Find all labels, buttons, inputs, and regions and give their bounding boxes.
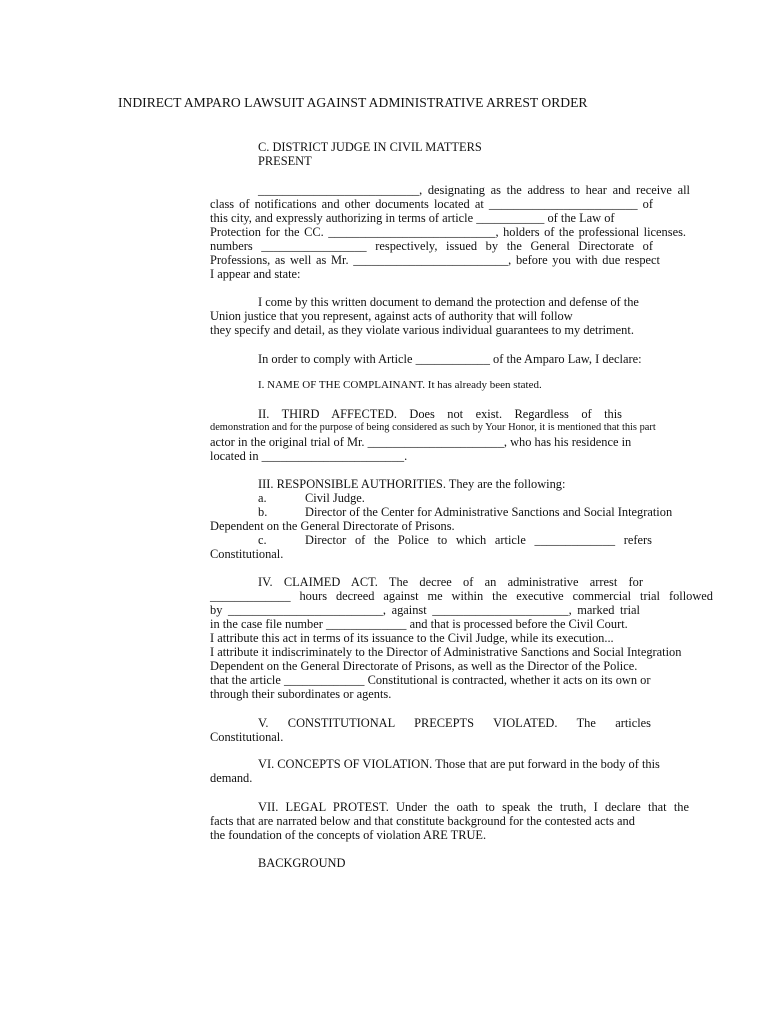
addressee-line: C. DISTRICT JUDGE IN CIVIL MATTERS — [258, 140, 482, 154]
section-3-heading: III. RESPONSIBLE AUTHORITIES. They are the following: — [258, 477, 566, 491]
intro-line: __________________________, designating as the address to hear and receive all — [258, 183, 690, 197]
section-4-line: _____________ hours decreed against me within the executive commercial trial followed — [210, 589, 713, 603]
list-item-text: Civil Judge. — [305, 491, 365, 505]
section-4-line: by _________________________, against ______________________, marked trial — [210, 603, 640, 617]
intro-line: this city, and expressly authorizing in terms of article ___________ of the Law of — [210, 211, 615, 225]
section-4-line: I attribute this act in terms of its issuance to the Civil Judge, while its execution... — [210, 631, 614, 645]
list-item-text: Constitutional. — [210, 547, 284, 561]
section-2-line: located in _______________________. — [210, 449, 408, 463]
section-4-line: Dependent on the General Directorate of Prisons, as well as the Director of the Police. — [210, 659, 638, 673]
list-item-marker: c. — [258, 533, 267, 547]
section-6-line: demand. — [210, 771, 253, 785]
intro-line: Professions, as well as Mr. _________________________, before you with due respect — [210, 253, 660, 267]
intro-line: numbers _________________ respectively, issued by the General Directorate of — [210, 239, 653, 253]
section-4-line: I attribute it indiscriminately to the Director of Administrative Sanctions and Social Integration — [210, 645, 682, 659]
section-1: I. NAME OF THE COMPLAINANT. It has already been stated. — [258, 379, 542, 391]
list-item-marker: a. — [258, 491, 267, 505]
demand-line: they specify and detail, as they violate various individual guarantees to my detriment. — [210, 323, 634, 337]
comply-line: In order to comply with Article ____________ of the Amparo Law, I declare: — [258, 352, 642, 366]
section-5-line: Constitutional. — [210, 730, 284, 744]
section-2-line: actor in the original trial of Mr. ______________________, who has his residence in — [210, 435, 632, 449]
addressee-line: PRESENT — [258, 154, 312, 168]
section-4-line: through their subordinates or agents. — [210, 687, 392, 701]
section-7-line: the foundation of the concepts of violation ARE TRUE. — [210, 828, 487, 842]
intro-line: I appear and state: — [210, 267, 301, 281]
list-item-text: Director of the Center for Administrative Sanctions and Social Integration — [305, 505, 673, 519]
section-2-line: demonstration and for the purpose of being considered as such by Your Honor, it is mentioned that this part — [210, 422, 656, 433]
section-7-line: VII. LEGAL PROTEST. Under the oath to speak the truth, I declare that the — [258, 800, 689, 814]
background-heading: BACKGROUND — [258, 856, 346, 870]
section-4-line: that the article _____________ Constitutional is contracted, whether it acts on its own or — [210, 673, 651, 687]
demand-line: I come by this written document to demand the protection and defense of the — [258, 295, 639, 309]
section-7-line: facts that are narrated below and that constitute background for the contested acts and — [210, 814, 635, 828]
section-5-line: V. CONSTITUTIONAL PRECEPTS VIOLATED. The articles — [258, 716, 651, 730]
intro-line: Protection for the CC. ___________________________, holders of the professional licenses. — [210, 225, 686, 239]
intro-line: class of notifications and other documents located at ________________________ of — [210, 197, 653, 211]
list-item-marker: b. — [258, 505, 268, 519]
section-6-line: VI. CONCEPTS OF VIOLATION. Those that are put forward in the body of this — [258, 757, 660, 771]
section-4-line: IV. CLAIMED ACT. The decree of an administrative arrest for — [258, 575, 643, 589]
document-title: INDIRECT AMPARO LAWSUIT AGAINST ADMINISTRATIVE ARREST ORDER — [118, 95, 588, 110]
list-item-text: Dependent on the General Directorate of Prisons. — [210, 519, 455, 533]
demand-line: Union justice that you represent, against acts of authority that will follow — [210, 309, 573, 323]
section-4-line: in the case file number _____________ and that is processed before the Civil Court. — [210, 617, 628, 631]
section-2-line: II. THIRD AFFECTED. Does not exist. Regardless of this — [258, 407, 622, 421]
list-item-text: Director of the Police to which article _____________ refers — [305, 533, 652, 547]
